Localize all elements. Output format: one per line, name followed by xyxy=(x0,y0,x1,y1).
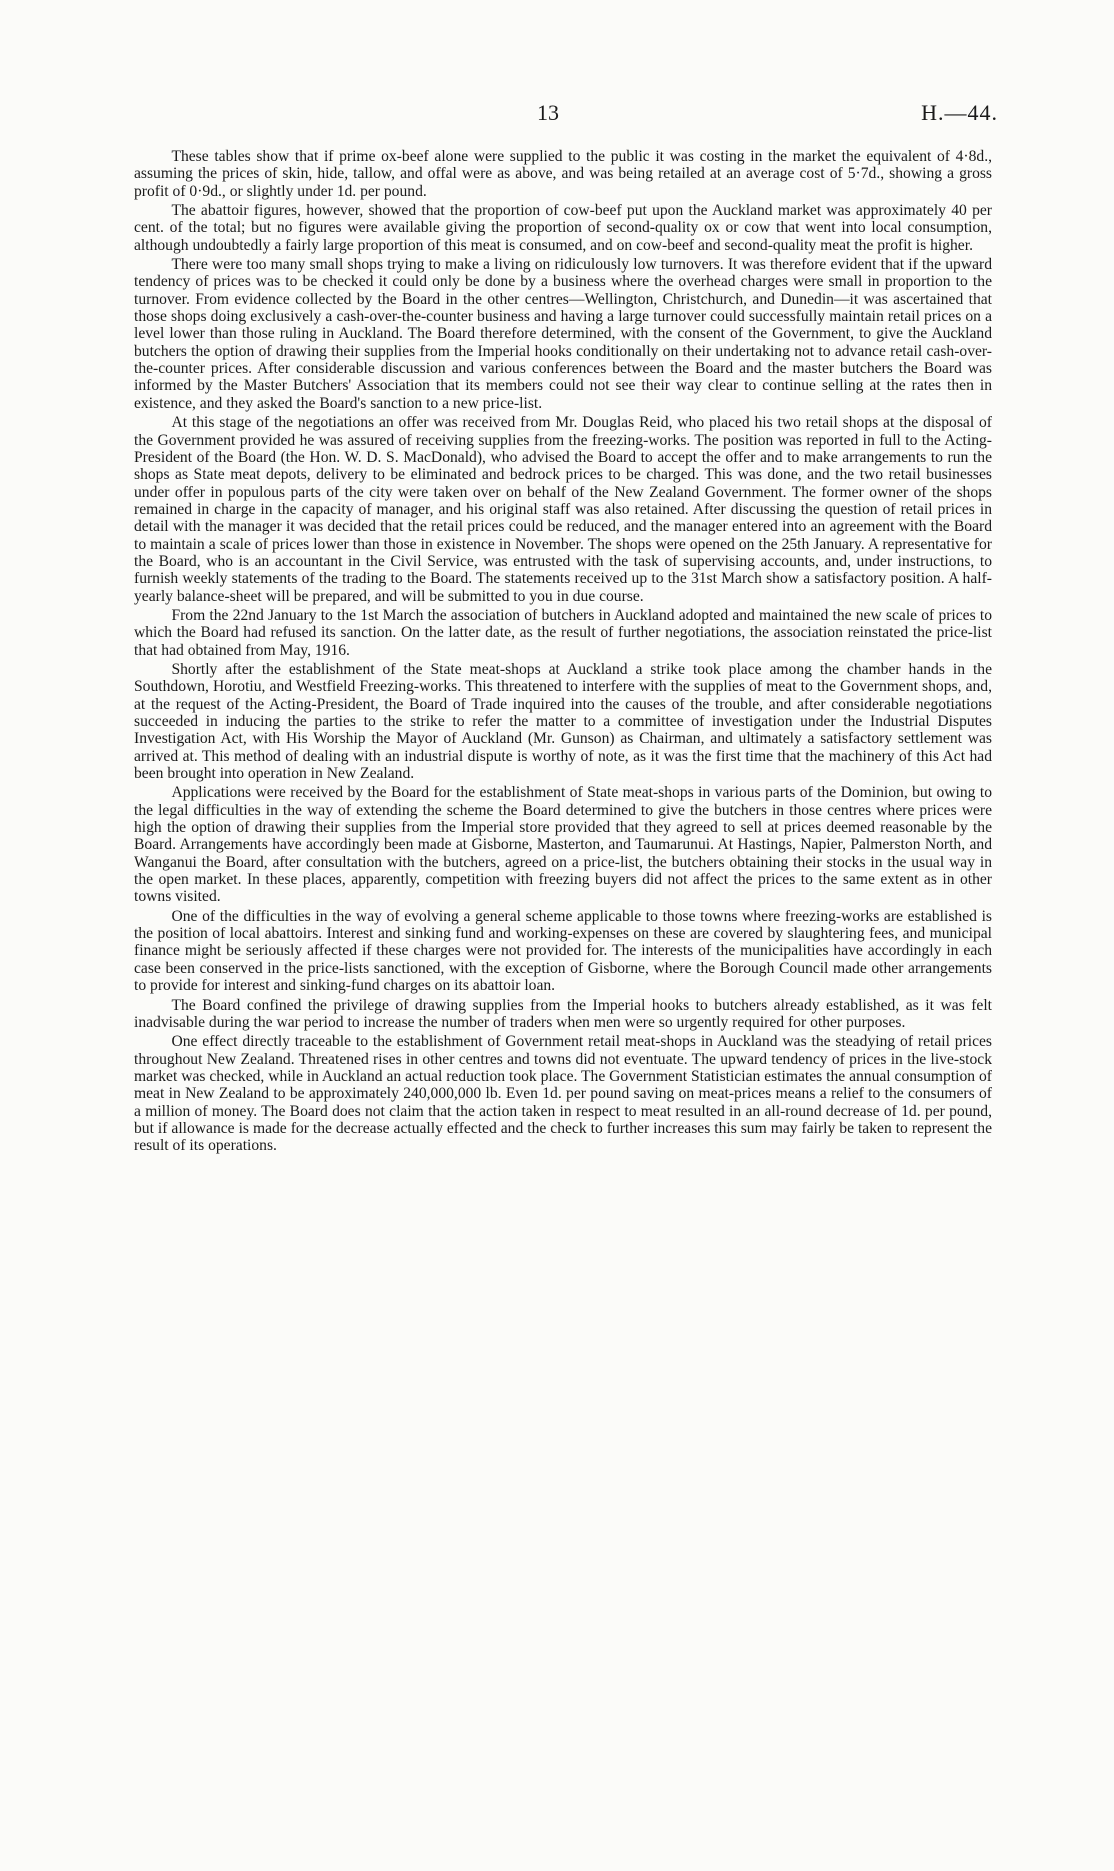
page-header xyxy=(0,100,1114,130)
paragraph-applications-received: Applications were received by the Board for the establishment of State meat-shops in various parts of the Dominion, but owing to the legal difficulties in the way of extending the scheme the Board determined to give the butchers in those centres where prices were high the option of drawing their supplies from the Imperial store provided that they agreed to sell at prices deemed reasonable by the Board. Arrangements have accordingly been made at Gisborne, Masterton, and Taumarunui. At Hastings, Napier, Palmerston North, and Wanganui the Board, after consultation with the butchers, agreed on a price-list, the butchers obtaining their stocks in the usual way in the open market. In these places, apparently, competition with freezing buyers did not affect the prices to the same extent as in other towns visited. xyxy=(134,784,992,906)
page-number: 13 xyxy=(537,100,559,125)
paragraph-new-scale-of-prices: From the 22nd January to the 1st March the association of butchers in Auckland adopted and maintained the new scale of prices to which the Board had refused its sanction. On the latter date, as the result of further negotiations, the association reinstated the price-list that had obtained from May, 1916. xyxy=(134,606,992,659)
paragraph-small-shops: There were too many small shops trying to make a living on ridiculously low turnovers. It was therefore evident that if the upward tendency of prices was to be checked it could only be done by a business where the overhead charges were small in proportion to the turnover. From evidence collected by the Board in the other centres—Wellington, Christchurch, and Dunedin—it was ascertained that those shops doing exclusively a cash-over-the-counter business and having a large turnover could successfully maintain retail prices on a level lower than those ruling in Auckland. The Board therefore determined, with the consent of the Government, to give the Auckland butchers the option of drawing their supplies from the Imperial hooks conditionally on their undertaking not to advance retail cash-over-the-counter prices. After considerable discussion and various conferences between the Board and the master butchers the Board was informed by the Master Butchers' Association that its members could not see their way clear to continue selling at the rates then in existence, and they asked the Board's sanction to a new price-list. xyxy=(134,256,992,412)
paragraph-freezing-works-strike: Shortly after the establishment of the State meat-shops at Auckland a strike took place among the chamber hands in the Southdown, Horotiu, and Westfield Freezing-works. This threatened to interfere with the supplies of meat to the Government shops, and, at the request of the Acting-President, the Board of Trade inquired into the causes of the trouble, and after considerable negotiations succeeded in inducing the parties to the strike to refer the matter to a committee of investigation under the Industrial Disputes Investigation Act, with His Worship the Mayor of Auckland (Mr. Gunson) as Chairman, and ultimately a satisfactory settlement was arrived at. This method of dealing with an industrial dispute is worthy of note, as it was the first time that the machinery of this Act had been brought into operation in New Zealand. xyxy=(134,660,992,783)
document-reference: H.—44. xyxy=(921,100,998,125)
paragraph-privilege-confined: The Board confined the privilege of drawing supplies from the Imperial hooks to butchers already established, as it was felt inadvisable during the war period to increase the number of traders when men were so urgently required for other purposes. xyxy=(134,996,992,1031)
paragraph-ox-beef-costs: These tables show that if prime ox-beef alone were supplied to the public it was costing in the market the equivalent of 4·8d., assuming the prices of skin, hide, tallow, and offal were as above, and was being retailed at an average cost of 5·7d., showing a gross profit of 0·9d., or slightly under 1d. per pound. xyxy=(134,148,992,200)
body-text xyxy=(134,148,992,1157)
paragraph-local-abattoirs: One of the difficulties in the way of evolving a general scheme applicable to those towns where freezing-works are established is the position of local abattoirs. Interest and sinking fund and working-expenses on these are covered by slaughtering fees, and municipal finance might be seriously affected if these charges were not provided for. The interests of the municipalities have accordingly in each case been conserved in the price-lists sanctioned, with the exception of Gisborne, where the Borough Council made other arrangements to provide for interest and sinking-fund charges on its abattoir loan. xyxy=(134,907,992,995)
paragraph-abattoir-figures: The abattoir figures, however, showed that the proportion of cow-beef put upon the Auckland market was approximately 40 per cent. of the total; but no figures were available giving the proportion of second-quality ox or cow that went into local consumption, although undoubtedly a fairly large proportion of this meat is consumed, and on cow-beef and second-quality meat the profit is higher. xyxy=(134,202,992,254)
paragraph-steadying-of-prices: One effect directly traceable to the establishment of Government retail meat-shops in Auckland was the steadying of retail prices throughout New Zealand. Threatened rises in other centres and towns did not eventuate. The upward tendency of prices in the live-stock market was checked, while in Auckland an actual reduction took place. The Government Statistician estimates the annual consumption of meat in New Zealand to be approximately 240,000,000 lb. Even 1d. per pound saving on meat-prices means a relief to the consumers of a million of money. The Board does not claim that the action taken in respect to meat resulted in an all-round decrease of 1d. per pound, but if allowance is made for the decrease actually effected and the check to further increases this sum may fairly be taken to represent the result of its operations. xyxy=(134,1033,992,1155)
paragraph-douglas-reid-offer: At this stage of the negotiations an offer was received from Mr. Douglas Reid, who placed his two retail shops at the disposal of the Government provided he was assured of receiving supplies from the freezing-works. The position was reported in full to the Acting-President of the Board (the Hon. W. D. S. MacDonald), who advised the Board to accept the offer and to make arrangements to run the shops as State meat depots, delivery to be eliminated and bedrock prices to be charged. This was done, and the two retail businesses under offer in populous parts of the city were taken over on behalf of the New Zealand Government. The former owner of the shops remained in charge in the capacity of manager, and his original staff was also retained. After discussing the question of retail prices in detail with the manager it was decided that the retail prices could be reduced, and the manager entered into an agreement with the Board to maintain a scale of prices lower than those in existence in November. The shops were opened on the 25th January. A representative for the Board, who is an accountant in the Civil Service, was entrusted with the task of supervising accounts, and, under instructions, to furnish weekly statements of the trading to the Board. The statements received up to the 31st March show a satisfactory position. A half-yearly balance-sheet will be prepared, and will be submitted to you in due course. xyxy=(134,414,992,605)
